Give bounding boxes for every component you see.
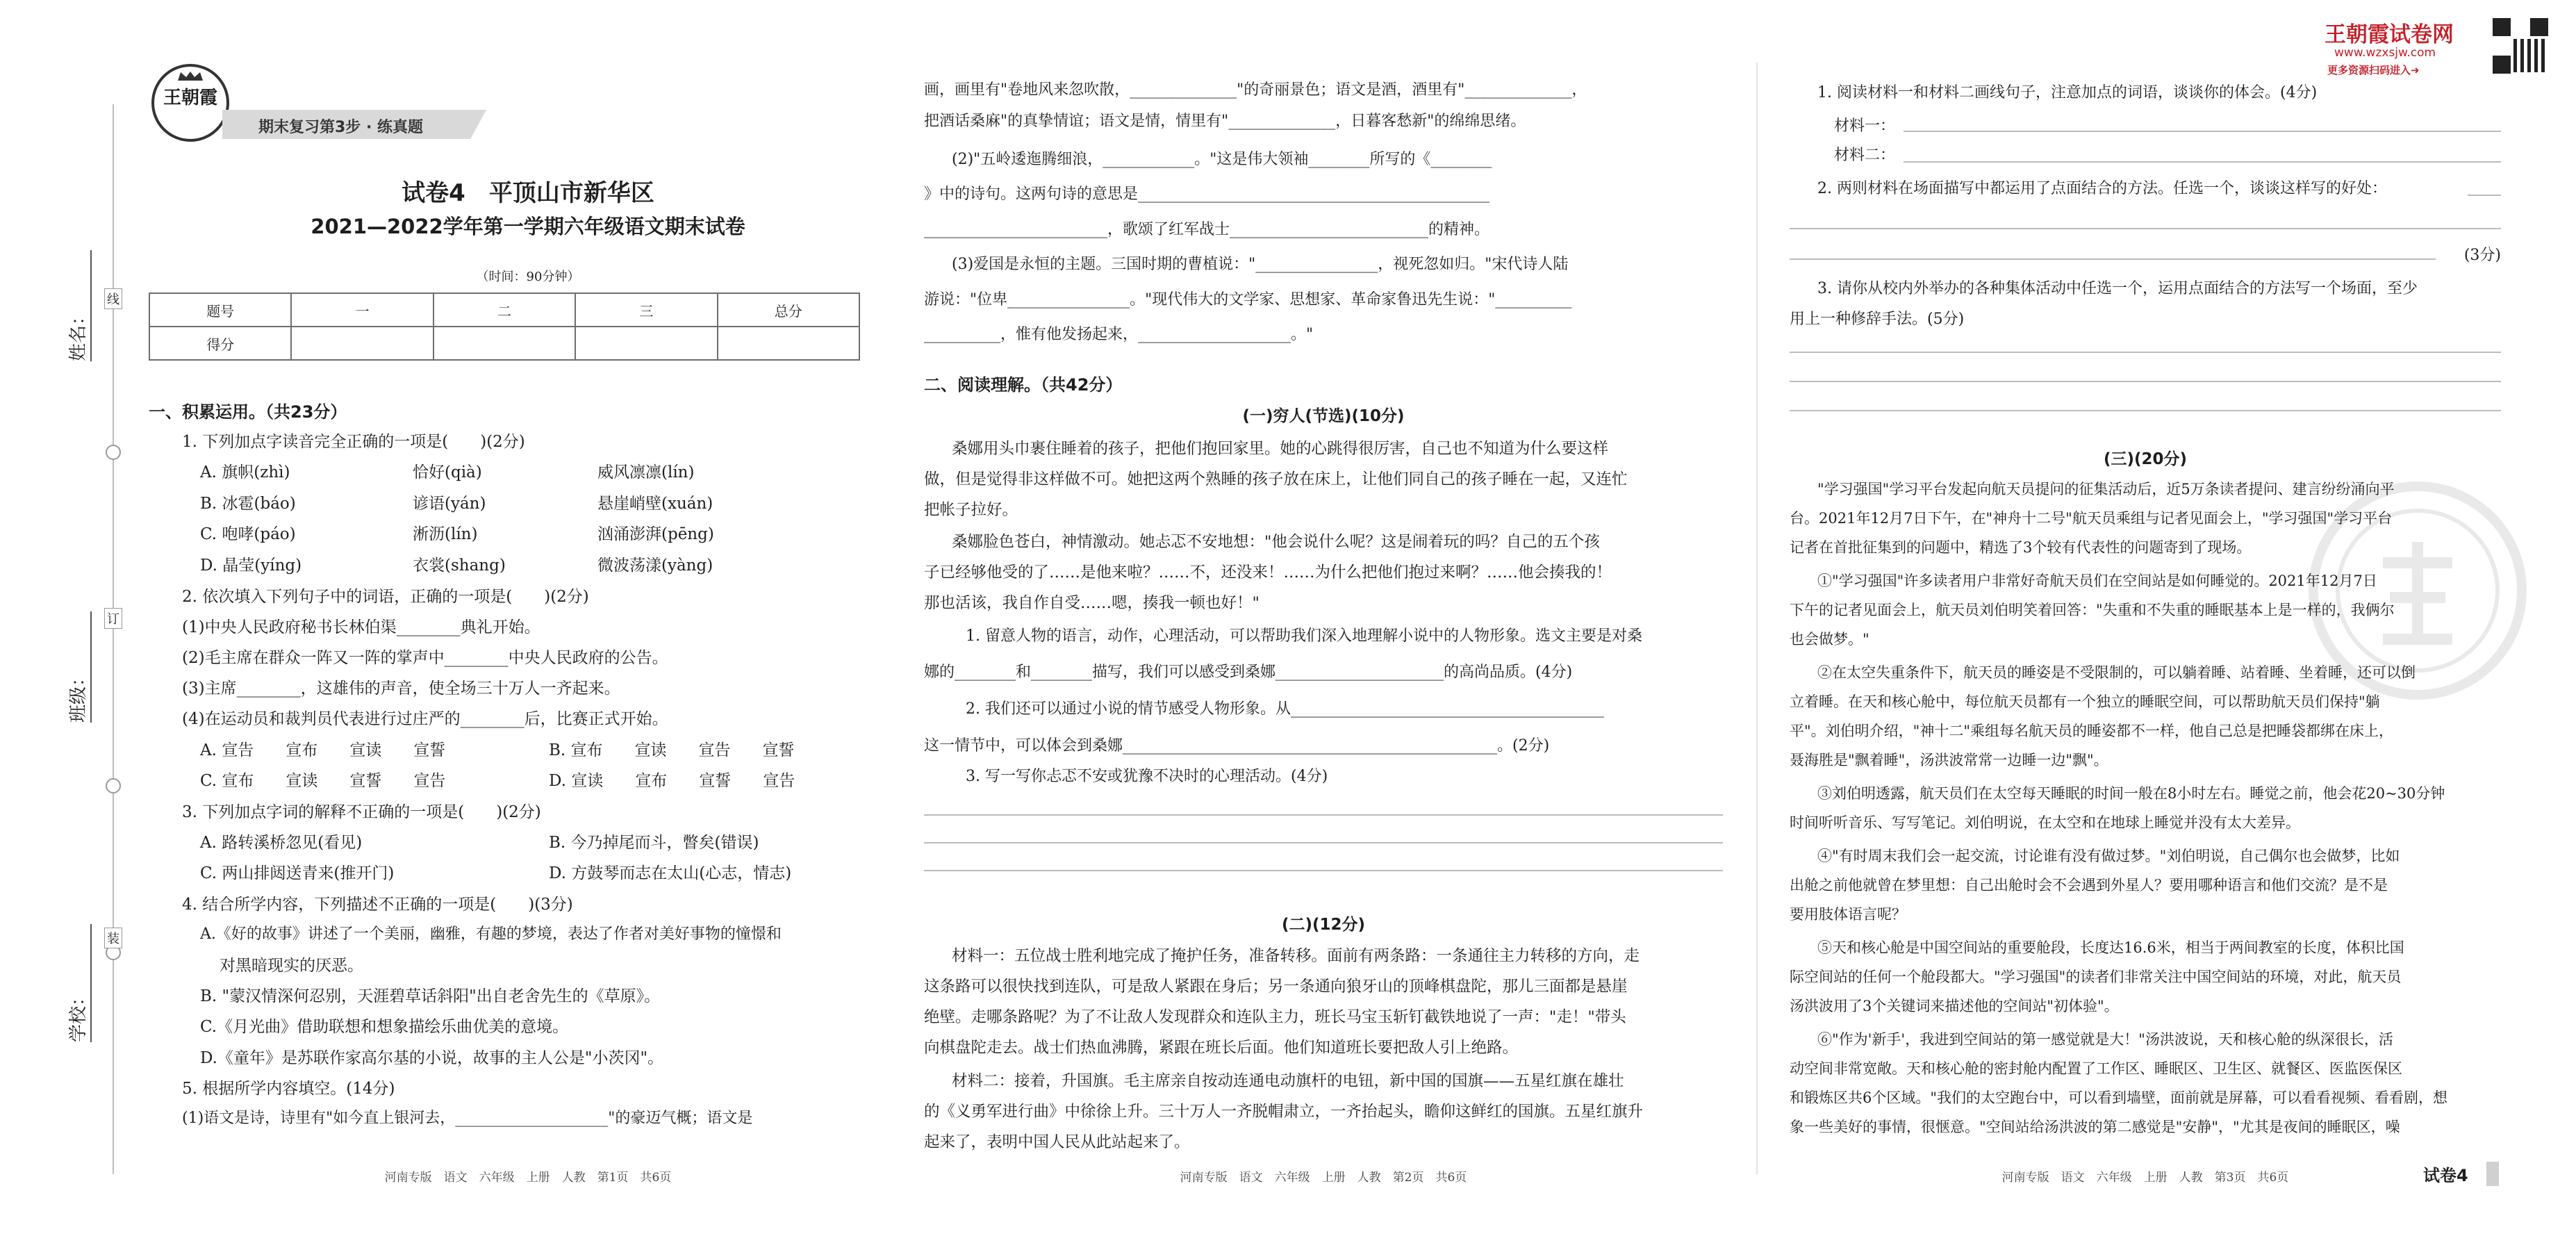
material-label: 材料一：: [1834, 117, 1896, 135]
score-header-cell: 题号: [149, 293, 291, 327]
score-cell[interactable]: [718, 327, 859, 360]
exam-subtitle: 2021—2022学年第一学期六年级语文期末试卷: [311, 215, 745, 238]
answer-line[interactable]: [1790, 258, 2436, 260]
option-text: D. 晶莹(yíng): [200, 557, 302, 575]
question-line: (3)主席________，这雄伟的声音，使全场三十万人一齐起来。: [182, 680, 620, 698]
ribbon-text: 期末复习第3步 · 练真题: [258, 119, 423, 136]
passage-line: 和锻炼区共6个区域。"我们的太空跑台中，可以看到墙壁，面前就是屏幕，可以看看视频、看看剧，想: [1790, 1089, 2448, 1106]
answer-line[interactable]: [2468, 195, 2501, 196]
score-header-cell: 三: [575, 293, 717, 327]
passage-line: 的《义勇军进行曲》中徐徐上升。三十万人一齐脱帽肃立，一齐抬起头，瞻仰这鲜红的国旗。五星红旗升: [924, 1103, 1644, 1121]
answer-line[interactable]: [1790, 228, 2501, 229]
score-table-row: [149, 327, 859, 360]
passage-line: 动空间非常宽敞。天和核心舱的密封舱内配置了工作区、睡眠区、卫生区、就餐区、医监医保区: [1790, 1060, 2402, 1077]
score-cell[interactable]: [434, 327, 575, 360]
passage-line: 做，但是觉得非这样做不可。她把这两个熟睡的孩子放在床上，让他们同自己的孩子睡在一起，又连忙: [924, 470, 1628, 488]
brand-logo-text: 王朝霞: [163, 88, 217, 108]
answer-line[interactable]: [1904, 161, 2501, 163]
name-label: 姓名：: [68, 306, 89, 361]
question-line: 2. 依次填入下列句子中的词语，正确的一项是( )(2分): [182, 588, 589, 606]
passage-line: ⑥"作为'新手'，我进到空间站的第一感觉就是大！"汤洪波说，天和核心舱的纵深很长，活: [1817, 1031, 2393, 1048]
question-line: 画，画里有"卷地风来忽吹散，______________"的奇丽景色；语文是酒，酒里有"______________，: [924, 81, 1587, 99]
option-text: B. 冰雹(báo): [200, 495, 296, 513]
option-text: A. 宣告 宣布 宣读 宣誓: [200, 741, 446, 759]
page-footer: 河南专版 语文 六年级 上册 人教 第1页 共6页: [384, 1171, 672, 1185]
crown-icon: [176, 71, 204, 82]
binding-mark-bind: 订: [104, 608, 122, 629]
answer-line: [924, 842, 1723, 843]
answer-line[interactable]: [1790, 410, 2501, 411]
question-line: (2)毛主席在群众一阵又一阵的掌声中________中央人民政府的公告。: [182, 649, 668, 667]
passage-line: 绝壁。走哪条路呢？为了不让敌人发现群众和连队主力，班长马宝玉斩钉截铁地说了一声："走！"带头: [924, 1008, 1626, 1026]
question-line: (4)在运动员和裁判员代表进行过庄严的________后，比赛正式开始。: [182, 710, 668, 728]
brand-logo: [151, 64, 229, 142]
passage-line: 出舱之前他就曾在梦里想：自己出舱时会不会遇到外星人？要用哪种语言和他们交流？是不是: [1790, 877, 2388, 894]
passage-line: 汤洪波用了3个关键词来描述他的空间站"初体验"。: [1790, 998, 2119, 1014]
passage-line: 时间听听音乐、写写笔记。刘伯明说，在太空和在地球上睡觉并没有太大差异。: [1790, 814, 2300, 831]
exam-time: （时间：90分钟）: [476, 270, 580, 284]
question-line: 2. 我们还可以通过小说的情节感受人物形象。从_________________________________________: [966, 700, 1604, 718]
score-cell[interactable]: [291, 327, 433, 360]
question-line: (1)中央人民政府秘书长林伯渠________典礼开始。: [182, 618, 540, 636]
passage-line: 材料一：五位战士胜利地完成了掩护任务，准备转移。面前有两条路：一条通往主力转移的方向，走: [952, 947, 1640, 965]
passage-line: 子已经够他受的了……是他来啦？……不，还没来！……为什么把他们抱过来啊？……他会揍我的！: [924, 563, 1612, 582]
brand-slogan: 更多资源扫码进入➜: [2327, 64, 2420, 76]
binding-mark-seal: 装: [104, 928, 122, 948]
answer-line[interactable]: [1790, 381, 2501, 382]
question-line: 5. 根据所学内容填空。(14分): [182, 1080, 395, 1098]
question-line: 娜的________和________描写，我们可以感受到桑娜______________________的高尚品质。(4分): [924, 664, 1573, 681]
option-text: A.《好的故事》讲述了一个美丽，幽雅，有趣的梦境，表达了作者对美好事物的憧憬和: [200, 925, 782, 943]
class-blank: [90, 611, 92, 723]
passage-line: 立着睡。在天和核心舱中，每位航天员都有一个独立的睡眠空间，可以帮助航天员们保持"躺: [1790, 693, 2380, 710]
brand-site: www.wzxsjw.com: [2334, 46, 2436, 60]
passage-line: 材料二：接着，升国旗。毛主席亲自按动连通电动旗杆的电钮，新中国的国旗——五星红旗在雄壮: [952, 1072, 1624, 1090]
binding-hole: [106, 778, 121, 793]
answer-line[interactable]: [1904, 131, 2501, 132]
passage-line: 桑娜用头巾裹住睡着的孩子，把他们抱回家里。她的心跳得很厉害，自己也不知道为什么要这样: [952, 440, 1609, 458]
option-text: 悬崖峭壁(xuán): [597, 495, 713, 513]
passage-title: (三)(20分): [2103, 450, 2188, 468]
answer-line: [924, 870, 1723, 871]
passage-line: 把帐子拉好。: [924, 501, 1018, 519]
passage-line: ①"学习强国"许多读者用户非常好奇航天员们在空间站是如何睡觉的。2021年12月7日: [1817, 573, 2377, 589]
option-text: D.《童年》是苏联作家高尔基的小说，故事的主人公是"小茨冈"。: [200, 1049, 664, 1067]
option-text: A. 旗帜(zhì): [200, 463, 290, 481]
passage-line: 也会做梦。": [1790, 631, 1869, 648]
score-note: (3分): [2463, 247, 2501, 264]
passage-line: 要用肢体语言呢？: [1790, 906, 1906, 923]
passage-line: 下午的记者见面会上，航天员刘伯明笑着回答："失重和不失重的睡眠基本上是一样的，我俩尔: [1790, 602, 2395, 618]
question-line: 把酒话桑麻"的真挚情谊；语文是情，情里有"______________，日暮客愁新"的绵绵思绪。: [924, 113, 1526, 130]
binding-line: [113, 104, 114, 1174]
passage-title: (二)(12分): [1281, 916, 1366, 934]
question-line: 这一情节中，可以体会到桑娜_________________________________________________。(2分): [924, 737, 1550, 755]
passage-line: 那也活该，我自作自受……嗯，揍我一顿也好！": [924, 594, 1260, 612]
page-divider: [1756, 63, 1758, 1174]
section-heading: 二、阅读理解。（共42分）: [924, 375, 1123, 395]
passage-title: (一)穷人(节选)(10分): [1242, 407, 1405, 425]
score-table-header: [149, 293, 859, 327]
option-text: D. 方鼓琴而志在太山(心志，情志): [549, 864, 792, 882]
option-text: 淅沥(lín): [413, 525, 478, 543]
section-heading: 一、积累运用。（共23分）: [149, 402, 347, 422]
option-text: B. 宣布 宣读 宣告 宣誓: [549, 741, 795, 759]
option-text: 汹涌澎湃(pēng): [597, 525, 714, 543]
passage-line: 台。2021年12月7日下午，在"神舟十二号"航天员乘组与记者见面会上，"学习强国"学习平台: [1790, 510, 2393, 527]
option-text: 威风凛凛(lín): [597, 463, 695, 481]
option-text: A. 路转溪桥忽见(看见): [200, 834, 363, 852]
answer-line: [924, 814, 1723, 816]
passage-line: ③刘伯明透露，航天员们在太空每天睡眠的时间一般在8小时左右。睡觉之前，他会花20~30分钟: [1817, 785, 2445, 802]
passage-line: 这条路可以很快找到连队，可是敌人紧跟在身后；另一条通向狼牙山的顶峰棋盘陀，那儿三面都是悬崖: [924, 978, 1628, 996]
question-line: (2)"五岭逶迤腾细浪，____________。"这是伟大领袖________所写的《________: [952, 151, 1492, 168]
option-text: C. 宣布 宣读 宣誓 宣告: [200, 772, 446, 790]
option-text: C.《月光曲》借助联想和想象描绘乐曲优美的意境。: [200, 1018, 569, 1036]
option-text: D. 宣读 宣布 宣誓 宣告: [549, 772, 795, 790]
school-blank: [90, 924, 92, 1042]
option-text: B. "蒙汉情深何忍别，天涯碧草话斜阳"出自老舍先生的《草原》。: [200, 987, 661, 1005]
passage-line: 象一些美好的事情，很惬意。"空间站给汤洪波的第二感觉是"安静"，"尤其是夜间的睡眠区，噪: [1790, 1119, 2400, 1135]
option-text: C. 两山排闼送青来(推开门): [200, 864, 395, 882]
question-line: 2. 两则材料在场面描写中都运用了点面结合的方法。任选一个，谈谈这样写的好处：: [1817, 180, 2387, 197]
question-line: (1)语文是诗，诗里有"如今直上银河去，____________________"的豪迈气概；语文是: [182, 1110, 753, 1127]
question-line: 1. 留意人物的语言，动作，心理活动，可以帮助我们深入地理解小说中的人物形象。选文主要是对桑: [966, 627, 1642, 645]
score-header-cell: 一: [291, 293, 433, 327]
exam-tab: 试卷4: [2423, 1162, 2499, 1186]
question-line: __________，惟有他发扬起来，____________________。": [924, 326, 1314, 343]
page-footer: 河南专版 语文 六年级 上册 人教 第3页 共6页: [2001, 1171, 2289, 1185]
school-label: 学校：: [68, 987, 89, 1042]
question-line: 3. 请你从校内外举办的各种集体活动中任选一个，运用点面结合的方法写一个场面，至少: [1817, 280, 2418, 297]
passage-line: ⑤天和核心舱是中国空间站的重要舱段，长度达16.6米，相当于两间教室的长度，体积比国: [1817, 939, 2404, 956]
score-row-label: 得分: [149, 327, 291, 360]
page-footer: 河南专版 语文 六年级 上册 人教 第2页 共6页: [1180, 1171, 1467, 1185]
score-cell[interactable]: [575, 327, 717, 360]
question-line: ________________________，歌颂了红军战士__________________________的精神。: [924, 221, 1490, 238]
score-table: [149, 293, 860, 361]
option-text: 微波荡漾(yàng): [597, 557, 713, 575]
option-text: 衣裳(shang): [413, 557, 506, 575]
answer-line[interactable]: [1790, 352, 2501, 353]
passage-line: 平"。刘伯明介绍，"神十二"乘组每名航天员的睡姿都不一样，他自己总是把睡袋都绑在床上，: [1790, 723, 2393, 739]
brand-seal: 王朝霞试卷网: [2325, 22, 2454, 47]
question-line: 》中的诗句。这两句诗的意思是______________________________________________: [924, 186, 1490, 203]
score-header-cell: 二: [434, 293, 575, 327]
question-line: 4. 结合所学内容，下列描述不正确的一项是( )(3分): [182, 896, 573, 914]
passage-line: "学习强国"学习平台发起向航天员提问的征集活动后，近5万条读者提问、建言纷纷涌向平: [1817, 481, 2395, 497]
question-line: 1. 下列加点字读音完全正确的一项是( )(2分): [182, 433, 525, 451]
option-text: 恰好(qià): [413, 463, 482, 481]
question-line: 3. 下列加点字词的解释不正确的一项是( )(2分): [182, 803, 541, 821]
class-label: 班级：: [68, 668, 89, 723]
question-line: 1. 阅读材料一和材料二画线句子，注意加点的词语，谈谈你的体会。(4分): [1817, 84, 2318, 101]
binding-hole: [106, 445, 121, 460]
material-label: 材料二：: [1834, 147, 1896, 164]
passage-line: ②在太空失重条件下，航天员的睡姿是不受限制的，可以躺着睡、站着睡、坐着睡，还可以倒: [1817, 664, 2416, 681]
option-text: C. 咆哮(páo): [200, 525, 296, 543]
binding-mark-line: 线: [104, 288, 122, 309]
score-header-cell: 总分: [718, 293, 859, 327]
qr-code-icon: [2491, 17, 2550, 75]
passage-line: 向棋盘陀走去。战士们热血沸腾，紧跟在班长后面。他们知道班长要把敌人引上绝路。: [924, 1039, 1519, 1057]
exam-title: 试卷4 平顶山市新华区: [402, 179, 654, 207]
passage-line: 起来了，表明中国人民从此站起来了。: [924, 1133, 1190, 1151]
option-text: B. 今乃掉尾而斗，瞥矣(错误): [549, 834, 759, 852]
passage-line: 聂海胜是"飘着睡"，汤洪波常常一边睡一边"飘"。: [1790, 752, 2108, 768]
passage-line: 桑娜脸色苍白，神情激动。她忐忑不安地想："他会说什么呢？这是闹着玩的吗？自己的五个孩: [952, 533, 1600, 551]
passage-line: 际空间站的任何一个舱段都大。"学习强国"的读者们非常关注中国空间站的环境，对此，航天员: [1790, 969, 2402, 985]
question-line: 用上一种修辞手法。(5分): [1790, 311, 1965, 328]
question-line: 3. 写一写你忐忑不安或犹豫不决时的心理活动。(4分): [966, 768, 1328, 785]
question-line: 游说："位卑________________。"现代伟大的文学家、思想家、革命家鲁迅先生说："__________: [924, 291, 1572, 308]
option-text: 对黑暗现实的厌恶。: [220, 957, 363, 975]
passage-line: 记者在首批征集到的问题中，精选了3个较有代表性的问题寄到了现场。: [1790, 539, 2252, 556]
option-text: 谚语(yán): [413, 495, 486, 513]
question-line: (3)爱国是永恒的主题。三国时期的曹植说："________________，视死忽如归。"宋代诗人陆: [952, 256, 1569, 273]
name-blank: [90, 250, 92, 361]
passage-line: ④"有时周末我们会一起交流，讨论谁有没有做过梦。"刘伯明说，自己偶尔也会做梦，比如: [1817, 848, 2400, 864]
